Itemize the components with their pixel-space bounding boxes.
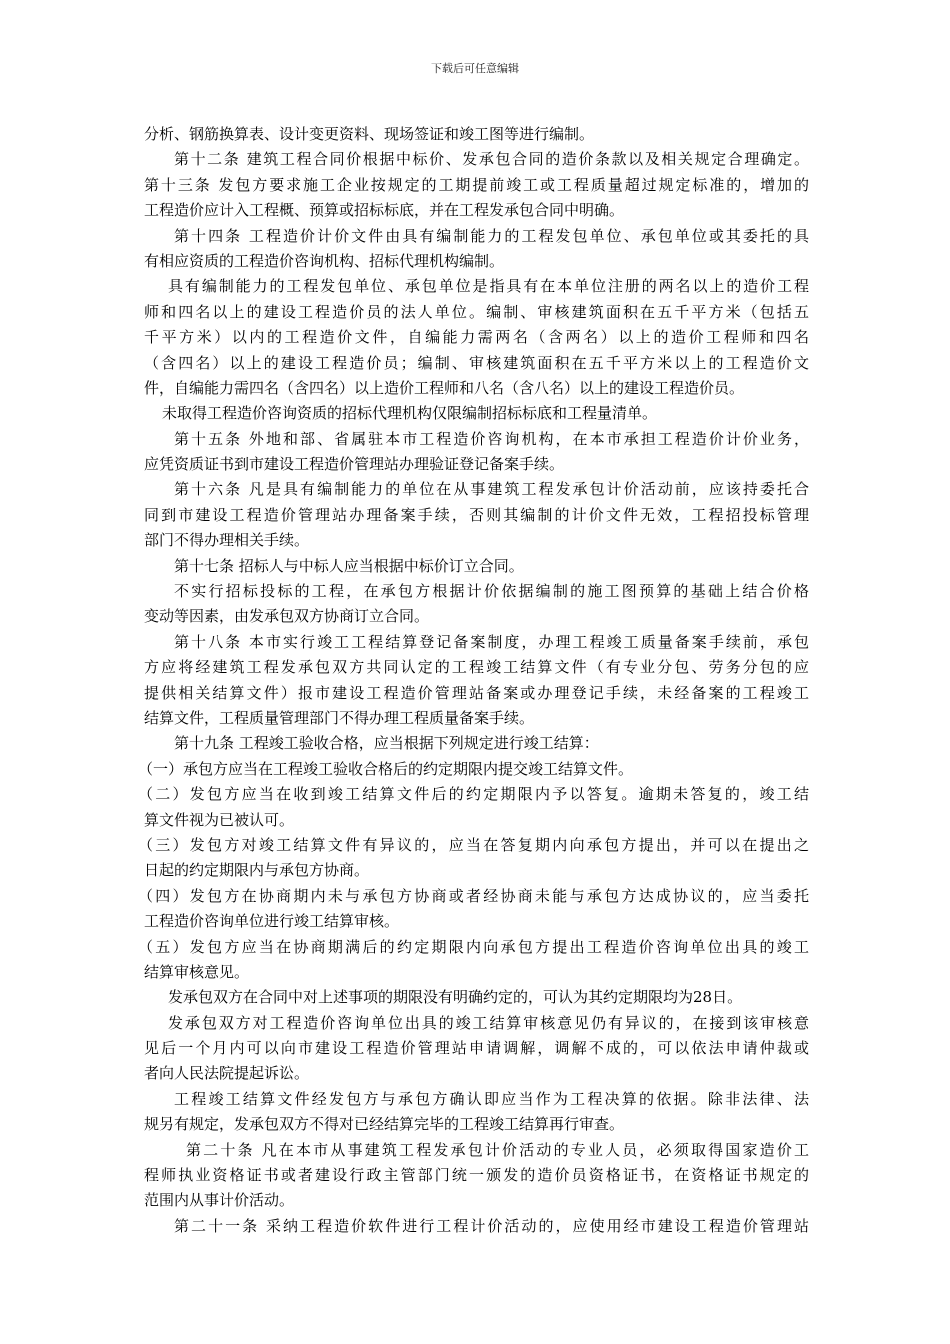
- text-line: 分析、钢筋换算表、设计变更资料、现场签证和竣工图等进行编制。: [144, 125, 595, 143]
- text-line: 第二十条 凡在本市从事建筑工程发承包计价活动的专业人员，必须取得国家造价工: [186, 1140, 809, 1159]
- text-line: 范围内从事计价活动。: [144, 1191, 295, 1210]
- text-line: 变动等因素，由发承包双方协商订立合同。: [144, 607, 430, 626]
- text-line: 方应将经建筑工程发承包双方共同认定的工程竣工结算文件（有专业分包、劳务分包的应: [144, 658, 809, 677]
- text-line: 结算文件，工程质量管理部门不得办理工程质量备案手续。: [144, 708, 535, 727]
- text-line: （含四名）以上的建设工程造价员；编制、审核建筑面积在五千平方米以上的工程造价文: [144, 353, 809, 372]
- text-line: 者向人民法院提起诉讼。: [144, 1064, 310, 1083]
- document-body: [138, 122, 809, 1239]
- text-line: 结算审核意见。: [144, 962, 250, 981]
- text-line: 见后一个月内可以向市建设工程造价管理站申请调解，调解不成的，可以依法申请仲裁或: [144, 1039, 809, 1058]
- text-line: 第十五条 外地和部、省属驻本市工程造价咨询机构，在本市承担工程造价计价业务，: [174, 429, 809, 448]
- text-line: 程师执业资格证书或者建设行政主管部门统一颁发的造价员资格证书，在资格证书规定的: [144, 1166, 809, 1185]
- text-line: 发承包双方在合同中对上述事项的期限没有明确约定的，可认为其约定期限均为28日。: [168, 988, 743, 1007]
- text-line: 第十七条 招标人与中标人应当根据中标价订立合同。: [174, 556, 524, 575]
- text-line: 未取得工程造价咨询资质的招标代理机构仅限编制招标标底和工程量清单。: [162, 404, 658, 423]
- text-line: 师和四名以上的建设工程造价员的法人单位。编制、审核建筑面积在五千平方米（包括五: [144, 302, 809, 321]
- text-line: 第十四条 工程造价计价文件由具有编制能力的工程发包单位、承包单位或其委托的具: [174, 226, 809, 245]
- text-line: 日起的约定期限内与承包方协商。: [144, 861, 370, 880]
- text-line: 件，自编能力需四名（含四名）以上造价工程师和八名（含八名）以上的建设工程造价员。: [144, 378, 745, 397]
- text-line: 具有编制能力的工程发包单位、承包单位是指具有在本单位注册的两名以上的造价工程: [168, 277, 809, 296]
- text-line: 工程造价应计入工程概、预算或招标标底，并在工程发承包合同中明确。: [144, 201, 625, 220]
- text-line: （四）发包方在协商期内未与承包方协商或者经协商未能与承包方达成协议的，应当委托: [138, 886, 809, 905]
- text-line: （二）发包方应当在收到竣工结算文件后的约定期限内予以答复。逾期未答复的，竣工结: [138, 785, 809, 804]
- text-line: 第十九条 工程竣工验收合格，应当根据下列规定进行竣工结算：: [174, 734, 599, 753]
- text-line: 应凭资质证书到市建设工程造价管理站办理验证登记备案手续。: [144, 455, 565, 474]
- text-line: 算文件视为已被认可。: [144, 810, 295, 829]
- text-line: 第十八条 本市实行竣工工程结算登记备案制度，办理工程竣工质量备案手续前，承包: [174, 632, 809, 651]
- text-line: 部门不得办理相关手续。: [144, 531, 310, 550]
- text-line: 第十六条 凡是具有编制能力的单位在从事建筑工程发承包计价活动前，应该持委托合: [174, 480, 809, 499]
- text-line: 工程造价咨询单位进行竣工结算审核。: [144, 912, 400, 931]
- text-line: （一）承包方应当在工程竣工验收合格后的约定期限内提交竣工结算文件。: [138, 759, 634, 778]
- text-line: （五）发包方应当在协商期满后的约定期限内向承包方提出工程造价咨询单位出具的竣工: [138, 937, 809, 956]
- text-line: 第十二条 建筑工程合同价根据中标价、发承包合同的造价条款以及相关规定合理确定。: [174, 150, 809, 169]
- text-line: 千平方米）以内的工程造价文件，自编能力需两名（含两名）以上的造价工程师和四名: [144, 328, 809, 347]
- text-line: 规另有规定，发承包双方不得对已经结算完毕的工程竣工结算再行审查。: [144, 1115, 625, 1134]
- text-line: 第十三条 发包方要求施工企业按规定的工期提前竣工或工程质量超过规定标准的，增加的: [144, 175, 809, 194]
- text-line: （三）发包方对竣工结算文件有异议的，应当在答复期内向承包方提出，并可以在提出之: [138, 835, 809, 854]
- text-line: 同到市建设工程造价管理站办理备案手续，否则其编制的计价文件无效，工程招投标管理: [144, 505, 809, 524]
- text-line: 有相应资质的工程造价咨询机构、招标代理机构编制。: [144, 251, 505, 270]
- page-header: 下载后可任意编辑: [431, 62, 519, 75]
- text-line: 不实行招标投标的工程，在承包方根据计价依据编制的施工图预算的基础上结合价格: [174, 582, 809, 601]
- text-line: 工程竣工结算文件经发包方与承包方确认即应当作为工程决算的依据。除非法律、法: [174, 1089, 809, 1108]
- text-line: 发承包双方对工程造价咨询单位出具的竣工结算审核意见仍有异议的，在接到该审核意: [168, 1013, 809, 1032]
- text-line: 第二十一条 采纳工程造价软件进行工程计价活动的，应使用经市建设工程造价管理站: [174, 1216, 809, 1235]
- text-line: 提供相关结算文件）报市建设工程造价管理站备案或办理登记手续，未经备案的工程竣工: [144, 683, 809, 702]
